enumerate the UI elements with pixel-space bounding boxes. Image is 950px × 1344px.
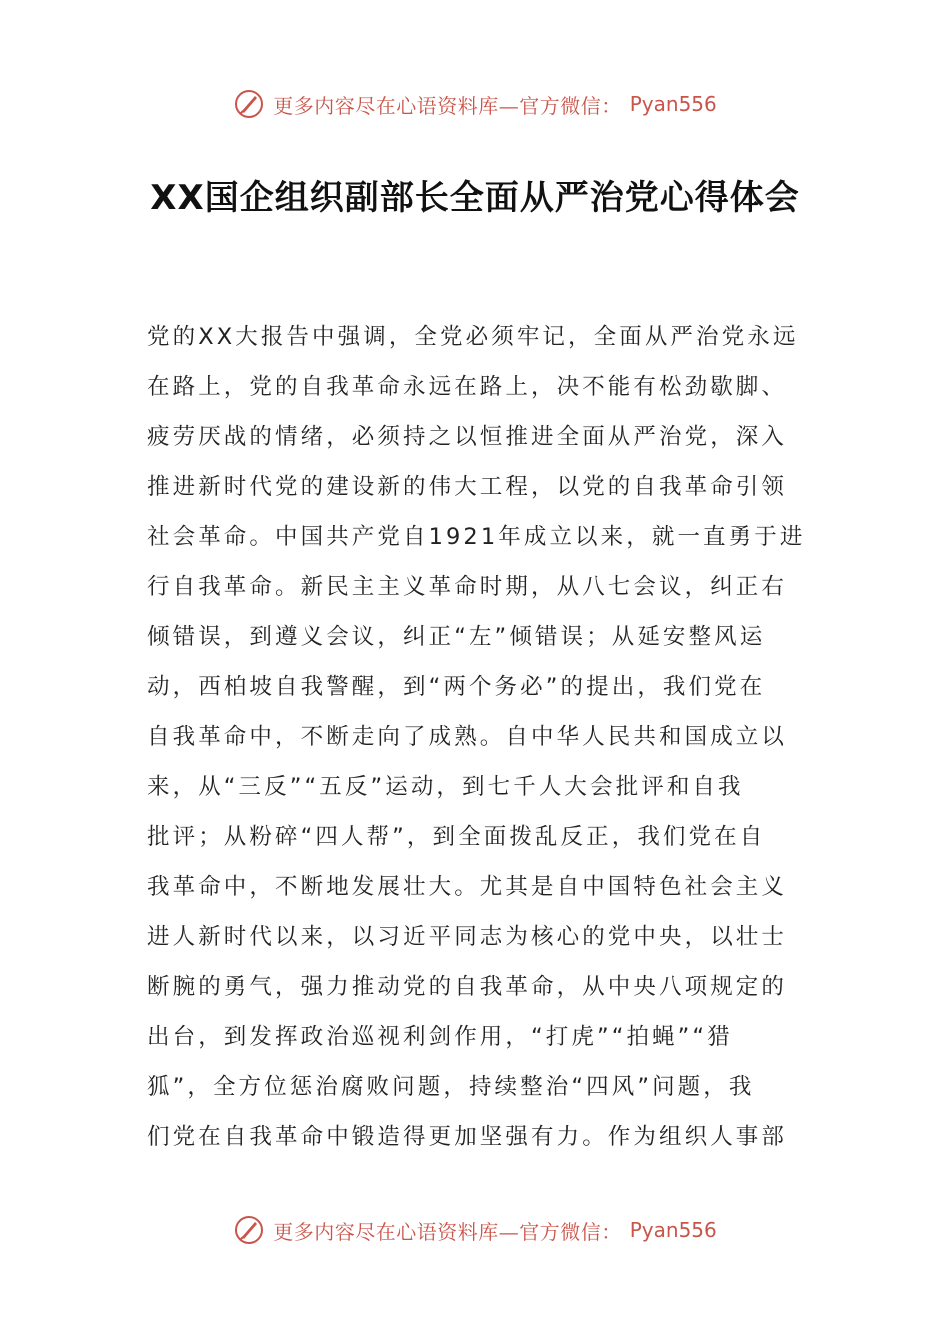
paragraph-line: 批评；从粉碎“四人帮”，到全面拨乱反正，我们党在自 xyxy=(147,824,766,850)
paragraph-line: 们党在自我革命中锻造得更加坚强有力。作为组织人事部 xyxy=(147,1124,788,1150)
watermark-wechat-id: Pyan556 xyxy=(629,1218,717,1242)
watermark-text: 更多内容尽在心语资料库—官方微信： xyxy=(273,1219,622,1244)
quill-logo-icon xyxy=(233,88,265,120)
footer-watermark xyxy=(0,1210,950,1250)
paragraph-line: 党的XX大报告中强调，全党必须牢记，全面从严治党永远 xyxy=(147,324,799,350)
paragraph-line: 来，从“三反”“五反”运动，到七千人大会批评和自我 xyxy=(147,774,744,800)
paragraph-line: 自我革命中，不断走向了成熟。自中华人民共和国成立以 xyxy=(147,724,788,750)
paragraph-line: 我革命中，不断地发展壮大。尤其是自中国特色社会主义 xyxy=(147,874,788,900)
document-title: XX国企组织副部长全面从严治党心得体会 xyxy=(150,178,800,218)
watermark-text: 更多内容尽在心语资料库—官方微信： xyxy=(273,93,622,118)
paragraph-line: 倾错误，到遵义会议，纠正“左”倾错误；从延安整风运 xyxy=(147,624,766,650)
paragraph-line: 行自我革命。新民主主义革命时期，从八七会议，纠正右 xyxy=(147,574,788,600)
paragraph-line: 疲劳厌战的情绪，必须持之以恒推进全面从严治党，深入 xyxy=(147,424,788,450)
watermark-wechat-id: Pyan556 xyxy=(629,92,717,116)
paragraph-line: 狐”，全方位惩治腐败问题，持续整治“四风”问题，我 xyxy=(147,1074,755,1100)
paragraph-line: 动，西柏坡自我警醒，到“两个务必”的提出，我们党在 xyxy=(147,674,766,700)
paragraph-line: 推进新时代党的建设新的伟大工程，以党的自我革命引领 xyxy=(147,474,788,500)
paragraph-line: 出台，到发挥政治巡视利剑作用，“打虎”“拍蝇”“猎 xyxy=(147,1024,733,1050)
document-body xyxy=(147,312,807,1162)
paragraph-line: 进人新时代以来，以习近平同志为核心的党中央，以壮士 xyxy=(147,924,788,950)
paragraph-line: 社会革命。中国共产党自1921年成立以来，就一直勇于进 xyxy=(147,524,806,550)
paragraph-line: 在路上，党的自我革命永远在路上，决不能有松劲歇脚、 xyxy=(147,374,788,400)
header-watermark xyxy=(0,84,950,124)
paragraph-line: 断腕的勇气，强力推动党的自我革命，从中央八项规定的 xyxy=(147,974,788,1000)
quill-logo-icon xyxy=(233,1214,265,1246)
